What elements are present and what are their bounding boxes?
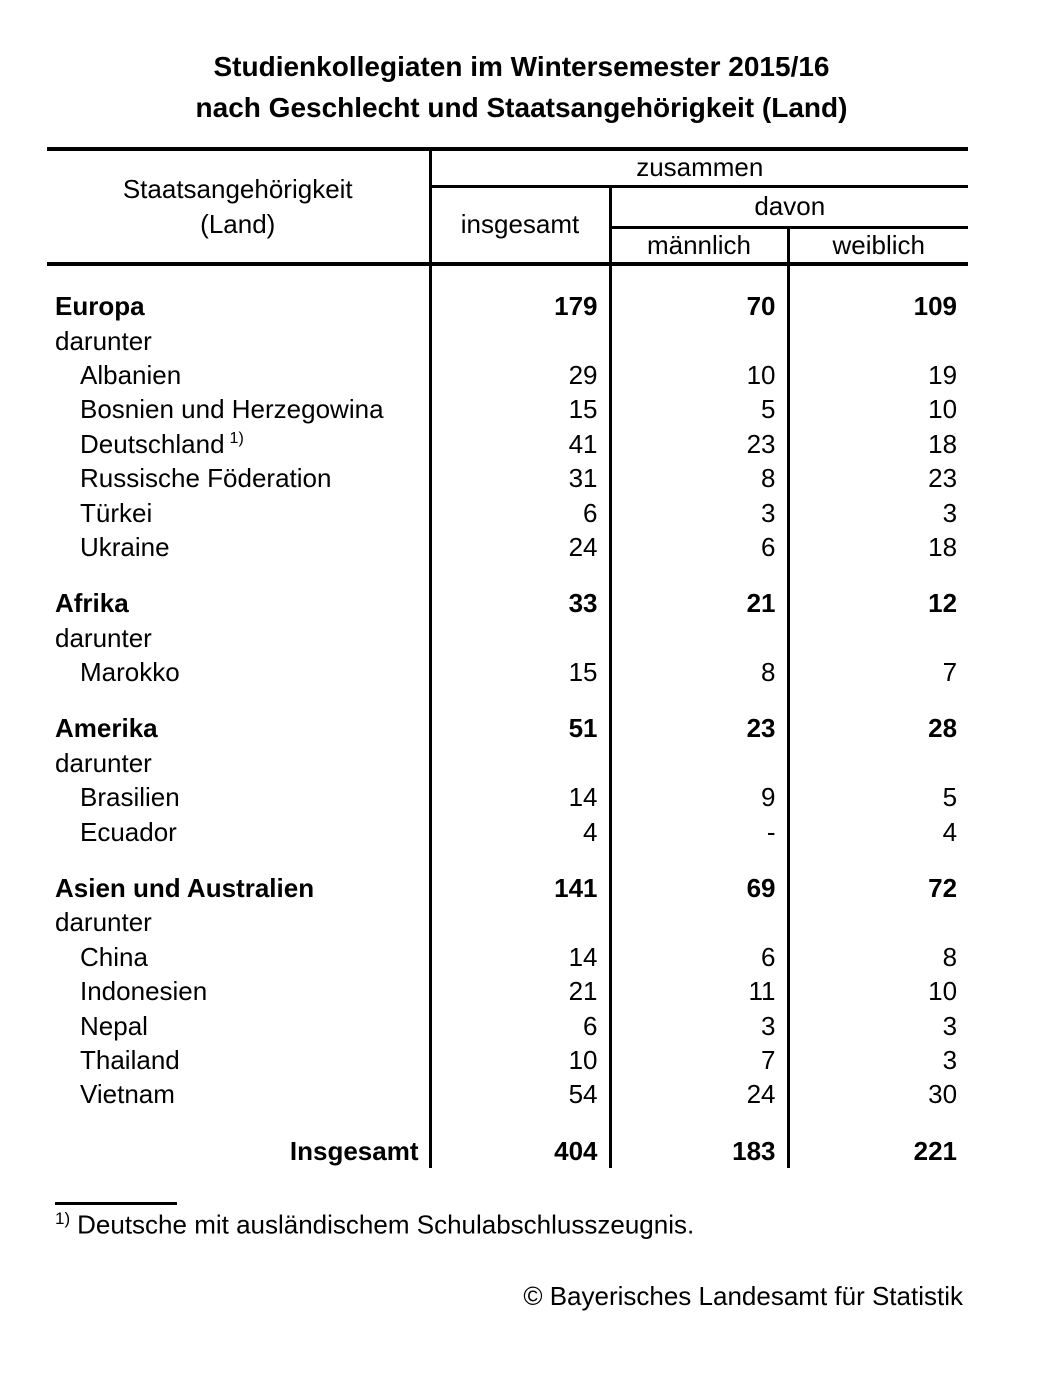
row-label: darunter (55, 622, 152, 653)
table-row (47, 427, 968, 461)
row-label (47, 689, 430, 711)
cell-insgesamt: 4 (430, 814, 610, 848)
row-label: Vietnam (80, 1079, 175, 1110)
spacer-row (47, 849, 968, 871)
cell-maennlich: 6 (610, 530, 788, 564)
cell-maennlich (610, 1112, 788, 1134)
cell-insgesamt (430, 323, 610, 357)
cell-insgesamt (430, 746, 610, 780)
row-label: darunter (55, 907, 152, 938)
cell-insgesamt (430, 1112, 610, 1134)
row-label (47, 264, 430, 289)
row-label: Insgesamt (289, 1135, 419, 1166)
cell-weiblich: 30 (788, 1077, 968, 1111)
row-label (47, 564, 430, 586)
cell-insgesamt: 33 (430, 586, 610, 620)
table-row (47, 1134, 968, 1168)
header-davon: davon (610, 186, 968, 227)
table-row (47, 1077, 968, 1111)
cell-insgesamt: 15 (430, 655, 610, 689)
cell-insgesamt (430, 264, 610, 289)
table-row (47, 323, 968, 357)
table-row (47, 289, 968, 323)
cell-maennlich: 5 (610, 392, 788, 426)
table-row (47, 586, 968, 620)
row-label: Indonesien (80, 976, 208, 1007)
cell-insgesamt (430, 689, 610, 711)
page-title (0, 0, 1043, 128)
cell-maennlich (610, 689, 788, 711)
row-label: Brasilien (80, 782, 180, 813)
table-row (47, 746, 968, 780)
header-row-1 (47, 149, 968, 186)
header-insgesamt: insgesamt (430, 186, 610, 264)
footnote-reference: 1) (229, 430, 244, 448)
cell-weiblich: 19 (788, 358, 968, 392)
spacer-row (47, 1112, 968, 1134)
page-title-line1: Studienkollegiaten im Wintersemester 2015/16 (213, 51, 830, 82)
row-label (47, 1112, 430, 1134)
cell-maennlich (610, 849, 788, 871)
cell-weiblich (788, 621, 968, 655)
cell-maennlich (610, 323, 788, 357)
cell-maennlich: 7 (610, 1043, 788, 1077)
cell-maennlich (610, 621, 788, 655)
cell-maennlich: 3 (610, 495, 788, 529)
cell-weiblich: 10 (788, 974, 968, 1008)
table-row (47, 495, 968, 529)
cell-insgesamt: 29 (430, 358, 610, 392)
cell-maennlich (610, 746, 788, 780)
cell-maennlich: 70 (610, 289, 788, 323)
cell-weiblich: 8 (788, 940, 968, 974)
cell-weiblich: 4 (788, 814, 968, 848)
cell-weiblich: 28 (788, 711, 968, 745)
row-label: China (80, 941, 148, 972)
row-label: Türkei (80, 497, 153, 528)
footnote-separator (55, 1202, 177, 1205)
cell-weiblich: 18 (788, 530, 968, 564)
row-label: Bosnien und Herzegowina (80, 394, 384, 425)
cell-maennlich: 69 (610, 871, 788, 905)
row-label: Ecuador (80, 816, 177, 847)
table-row (47, 392, 968, 426)
cell-insgesamt: 14 (430, 940, 610, 974)
cell-insgesamt (430, 621, 610, 655)
cell-maennlich: 3 (610, 1008, 788, 1042)
cell-maennlich: 183 (610, 1134, 788, 1168)
header-nationality (47, 149, 430, 264)
cell-weiblich: 12 (788, 586, 968, 620)
row-label: darunter (55, 747, 152, 778)
table-row (47, 1008, 968, 1042)
cell-weiblich (788, 905, 968, 939)
cell-weiblich: 5 (788, 780, 968, 814)
cell-insgesamt: 14 (430, 780, 610, 814)
spacer-row (47, 689, 968, 711)
table-row (47, 711, 968, 745)
cell-weiblich: 23 (788, 461, 968, 495)
cell-maennlich: 9 (610, 780, 788, 814)
table-row (47, 974, 968, 1008)
header-weiblich: weiblich (788, 227, 968, 264)
cell-weiblich: 72 (788, 871, 968, 905)
table-body (47, 264, 968, 1168)
copyright-notice: © Bayerisches Landesamt für Statistik (523, 1280, 963, 1311)
cell-maennlich: 23 (610, 711, 788, 745)
cell-maennlich: 8 (610, 461, 788, 495)
cell-insgesamt: 6 (430, 495, 610, 529)
row-label: Europa (55, 291, 145, 322)
header-nationality-line1: Staatsangehörigkeit (122, 173, 353, 204)
cell-weiblich (788, 689, 968, 711)
cell-maennlich: 6 (610, 940, 788, 974)
cell-weiblich: 3 (788, 1008, 968, 1042)
cell-weiblich: 3 (788, 495, 968, 529)
cell-insgesamt: 179 (430, 289, 610, 323)
footnote-text: Deutsche mit ausländischem Schulabschlusszeugnis. (77, 1209, 695, 1240)
table-row (47, 940, 968, 974)
cell-weiblich: 109 (788, 289, 968, 323)
table-row (47, 871, 968, 905)
cell-insgesamt: 24 (430, 530, 610, 564)
row-label: Nepal (80, 1010, 148, 1041)
cell-maennlich (610, 564, 788, 586)
cell-weiblich: 3 (788, 1043, 968, 1077)
cell-maennlich (610, 264, 788, 289)
cell-insgesamt (430, 849, 610, 871)
table-row (47, 461, 968, 495)
row-label: Deutschland $^{1)}$ (80, 428, 244, 459)
footnote (55, 1209, 1043, 1241)
row-label: Russische Föderation (80, 463, 332, 494)
header-zusammen: zusammen (430, 149, 968, 186)
cell-weiblich (788, 264, 968, 289)
cell-insgesamt: 41 (430, 427, 610, 461)
cell-weiblich: 7 (788, 655, 968, 689)
table-header (47, 149, 968, 264)
cell-weiblich: 221 (788, 1134, 968, 1168)
table-row (47, 905, 968, 939)
cell-maennlich: 11 (610, 974, 788, 1008)
cell-insgesamt: 404 (430, 1134, 610, 1168)
table-row (47, 530, 968, 564)
row-label (47, 849, 430, 871)
cell-insgesamt (430, 564, 610, 586)
row-label: Thailand (80, 1045, 180, 1075)
row-label: darunter (55, 325, 152, 356)
cell-maennlich: 23 (610, 427, 788, 461)
table-row (47, 358, 968, 392)
cell-weiblich (788, 1112, 968, 1134)
cell-insgesamt: 141 (430, 871, 610, 905)
row-label: Marokko (80, 657, 180, 688)
cell-maennlich: 24 (610, 1077, 788, 1111)
cell-maennlich: - (610, 814, 788, 848)
cell-insgesamt: 54 (430, 1077, 610, 1111)
spacer-row (47, 264, 968, 289)
cell-weiblich (788, 564, 968, 586)
cell-weiblich: 18 (788, 427, 968, 461)
table-row (47, 1043, 968, 1077)
cell-insgesamt: 15 (430, 392, 610, 426)
cell-insgesamt (430, 905, 610, 939)
cell-maennlich: 10 (610, 358, 788, 392)
header-nationality-line2: (Land) (200, 208, 276, 239)
cell-weiblich: 10 (788, 392, 968, 426)
cell-weiblich (788, 323, 968, 357)
row-label: Asien und Australien (55, 873, 315, 904)
statistics-table (47, 147, 968, 1168)
page-title-line2: nach Geschlecht und Staatsangehörigkeit (Land) (195, 92, 848, 123)
cell-insgesamt: 6 (430, 1008, 610, 1042)
table-row (47, 814, 968, 848)
cell-insgesamt: 10 (430, 1043, 610, 1077)
spacer-row (47, 564, 968, 586)
table-row (47, 780, 968, 814)
cell-weiblich (788, 849, 968, 871)
header-maennlich: männlich (610, 227, 788, 264)
cell-insgesamt: 31 (430, 461, 610, 495)
cell-insgesamt: 21 (430, 974, 610, 1008)
cell-weiblich (788, 746, 968, 780)
row-label: Ukraine (80, 531, 170, 562)
cell-insgesamt: 51 (430, 711, 610, 745)
table-row (47, 655, 968, 689)
footnote-marker: 1) (55, 1208, 71, 1228)
table-row (47, 621, 968, 655)
row-label: Albanien (80, 359, 182, 390)
cell-maennlich: 8 (610, 655, 788, 689)
cell-maennlich: 21 (610, 586, 788, 620)
row-label: Amerika (55, 713, 158, 744)
cell-maennlich (610, 905, 788, 939)
row-label: Afrika (55, 588, 129, 619)
